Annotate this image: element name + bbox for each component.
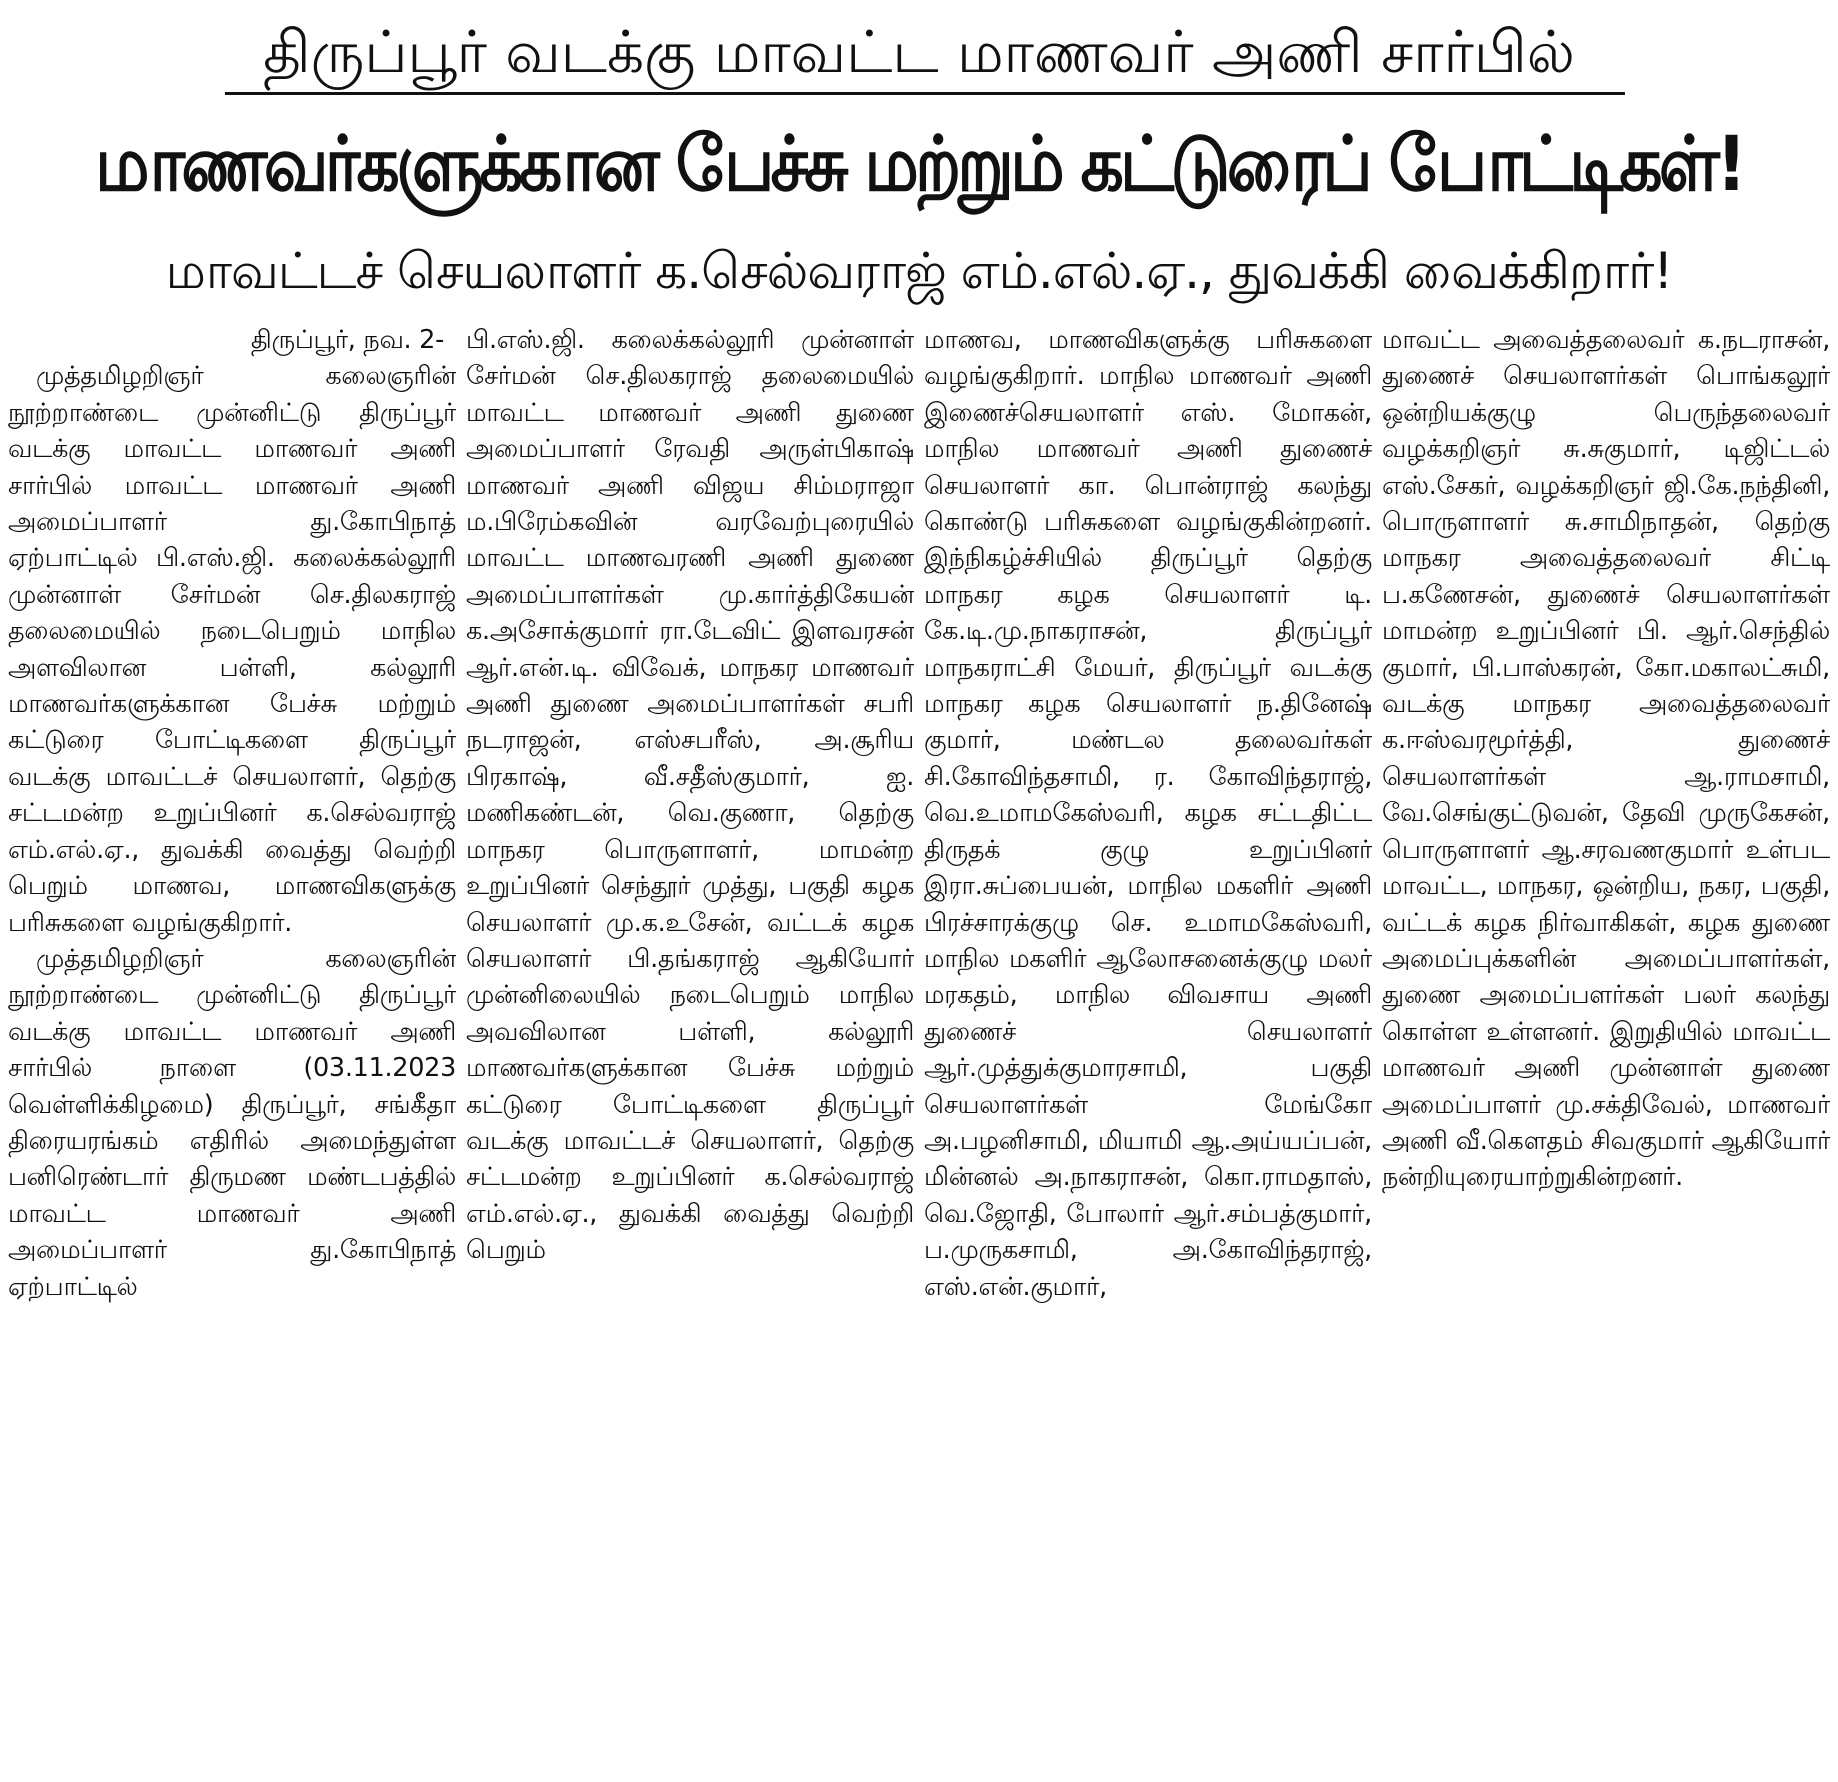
kicker-underline (225, 92, 1625, 95)
article-paragraph-2: முத்தமிழறிஞர் கலைஞரின் நூற்றாண்டை முன்னிட்டு திருப்பூர் வடக்கு மாவட்ட மாணவர் அணி சார்பில் நாளை (03.11.2023 வெள்ளிக்கிழமை) திருப்பூர், சங்கீதா திரையரங்கம் எதிரில் அமைந்துள்ள பனிரெண்டார் திருமண மண்டபத்தில் மாவட்ட மாணவர் அணி அமைப்பாளர் து.கோபிநாத் ஏற்பாட்டில் (8, 943, 456, 1302)
article-column-4-text: மாவட்ட அவைத்தலைவர் க.நடராசன், துணைச் செயலாளர்கள் பொங்கலூர் ஒன்றியக்குழு பெருந்தலைவர் வழக்கறிஞர் சு.சுகுமார், டிஜிட்டல் எஸ்.சேகர், வழக்கறிஞர் ஜி.கே.நந்தினி, பொருளாளர் சு.சாமிநாதன், தெற்கு மாநகர அவைத்தலைவர் சிட்டி ப.கணேசன், துணைச் செயலாளர்கள் மாமன்ற உறுப்பினர் பி. ஆர்.செந்தில் குமார், பி.பாஸ்கரன், கோ.மகாலட்சுமி, வடக்கு மாநகர அவைத்தலைவர் க.ஈஸ்வரமூர்த்தி, துணைச் செயலாளர்கள் ஆ.ராமசாமி, வே.செங்குட்டுவன், தேவி முருகேசன், பொருளாளர் ஆ.சரவணகுமார் உள்பட மாவட்ட, மாநகர, ஒன்றிய, நகர, பகுதி, வட்டக் கழக நிர்வாகிகள், கழக துணை அமைப்புக்களின் அமைப்பாளர்கள், துணை அமைப்பளர்கள் பலர் கலந்து கொள்ள உள்ளனர். இறுதியில் மாவட்ட மாணவர் அணி முன்னாள் துணை அமைப்பாளர் மு.சக்திவேல், மாணவர் அணி வீ.கௌதம் சிவகுமார் ஆகியோர் நன்றியுரையாற்றுகின்றனர். (1382, 325, 1830, 1193)
article-paragraph-1: முத்தமிழறிஞர் கலைஞரின் நூற்றாண்டை முன்னிட்டு திருப்பூர் வடக்கு மாவட்ட மாணவர் அணி சார்பில் மாவட்ட மாணவர் அணி அமைப்பாளர் து.கோபிநாத் ஏற்பாட்டில் பி.எஸ்.ஜி. கலைக்கல்லூரி முன்னாள் சேர்மன் செ.திலகராஜ் தலைமையில் நடைபெறும் மாநில அளவிலான பள்ளி, கல்லூரி மாணவர்களுக்கான பேச்சு மற்றும் கட்டுரை போட்டிகளை திருப்பூர் வடக்கு மாவட்டச் செயலாளர், தெற்கு சட்டமன்ற உறுப்பினர் க.செல்வராஜ் எம்.எல்.ஏ., துவக்கி வைத்து வெற்றி பெறும் மாணவ, மாணவிகளுக்கு பரிசுகளை வழங்குகிறார். (8, 361, 456, 938)
article-column-1 (8, 322, 456, 1774)
article-column-3-text: மாணவ, மாணவிகளுக்கு பரிசுகளை வழங்குகிறார். மாநில மாணவர் அணி இணைச்செயலாளர் எஸ். மோகன், மாநில மாணவர் அணி துணைச் செயலாளர் கா. பொன்ராஜ் கலந்து கொண்டு பரிசுகளை வழங்குகின்றனர். இந்நிகழ்ச்சியில் திருப்பூர் தெற்கு மாநகர கழக செயலாளர் டி. கே.டி.மு.நாகராசன், திருப்பூர் மாநகராட்சி மேயர், திருப்பூர் வடக்கு மாநகர கழக செயலாளர் ந.தினேஷ் குமார், மண்டல தலைவர்கள் சி.கோவிந்தசாமி, ர. கோவிந்தராஜ், வெ.உமாமகேஸ்வரி, கழக சட்டதிட்ட திருதக் குழு உறுப்பினர் இரா.சுப்பையன், மாநில மகளிர் அணி பிரச்சாரக்குழு செ. உமாமகேஸ்வரி, மாநில மகளிர் ஆலோசனைக்குழு மலர் மரகதம், மாநில விவசாய அணி துணைச் செயலாளர் ஆர்.முத்துக்குமாரசாமி, பகுதி செயலாளர்கள் மேங்கோ அ.பழனிசாமி, மியாமி ஆ.அய்யப்பன், மின்னல் அ.நாகராசன், கொ.ராமதாஸ், வெ.ஜோதி, போலார் ஆர்.சம்பத்குமார், ப.முருகசாமி, அ.கோவிந்தராஜ், எஸ்.என்.குமார், (924, 325, 1372, 1302)
article-column-2-text: பி.எஸ்.ஜி. கலைக்கல்லூரி முன்னாள் சேர்மன் செ.திலகராஜ் தலைமையில் மாவட்ட மாணவர் அணி துணை அமைப்பாளர் ரேவதி அருள்பிகாஷ் மாணவர் அணி விஜய சிம்மராஜா ம.பிரேம்கவின் வரவேற்புரையில் மாவட்ட மாணவரணி அணி துணை அமைப்பாளர்கள் மு.கார்த்திகேயன் க.அசோக்குமார் ரா.டேவிட் இளவரசன் ஆர்.என்.டி. விவேக், மாநகர மாணவர் அணி துணை அமைப்பாளர்கள் சபரி நடராஜன், எஸ்சபரீஸ், அ.சூரிய பிரகாஷ், வீ.சதீஸ்குமார், ஐ. மணிகண்டன், வெ.குணா, தெற்கு மாநகர பொருளாளர், மாமன்ற உறுப்பினர் செந்தூர் முத்து, பகுதி கழக செயலாளர் மு.க.உசேன், வட்டக் கழக செயலாளர் பி.தங்கராஜ் ஆகியோர் முன்னிலையில் நடைபெறும் மாநில அவவிலான பள்ளி, கல்லூரி மாணவர்களுக்கான பேச்சு மற்றும் கட்டுரை போட்டிகளை திருப்பூர் வடக்கு மாவட்டச் செயலாளர், தெற்கு சட்டமன்ற உறுப்பினர் க.செல்வராஜ் எம்.எல்.ஏ., துவக்கி வைத்து வெற்றி பெறும் (466, 325, 914, 1266)
article-column-3 (924, 322, 1372, 1774)
article-column-4 (1382, 322, 1830, 1774)
headline: மாணவர்களுக்கான பேச்சு மற்றும் கட்டுரைப் போட்டிகள்! (94, 120, 1744, 209)
subheadline: மாவட்டச் செயலாளர் க.செல்வராஜ் எம்.எல்.ஏ., துவக்கி வைக்கிறார்! (165, 242, 1673, 300)
article-columns (8, 322, 1830, 1774)
dateline: திருப்பூர், நவ. 2- (250, 325, 444, 355)
article-column-2 (466, 322, 914, 1774)
kicker-line: திருப்பூர் வடக்கு மாவட்ட மாணவர் அணி சார்பில் (263, 18, 1575, 86)
